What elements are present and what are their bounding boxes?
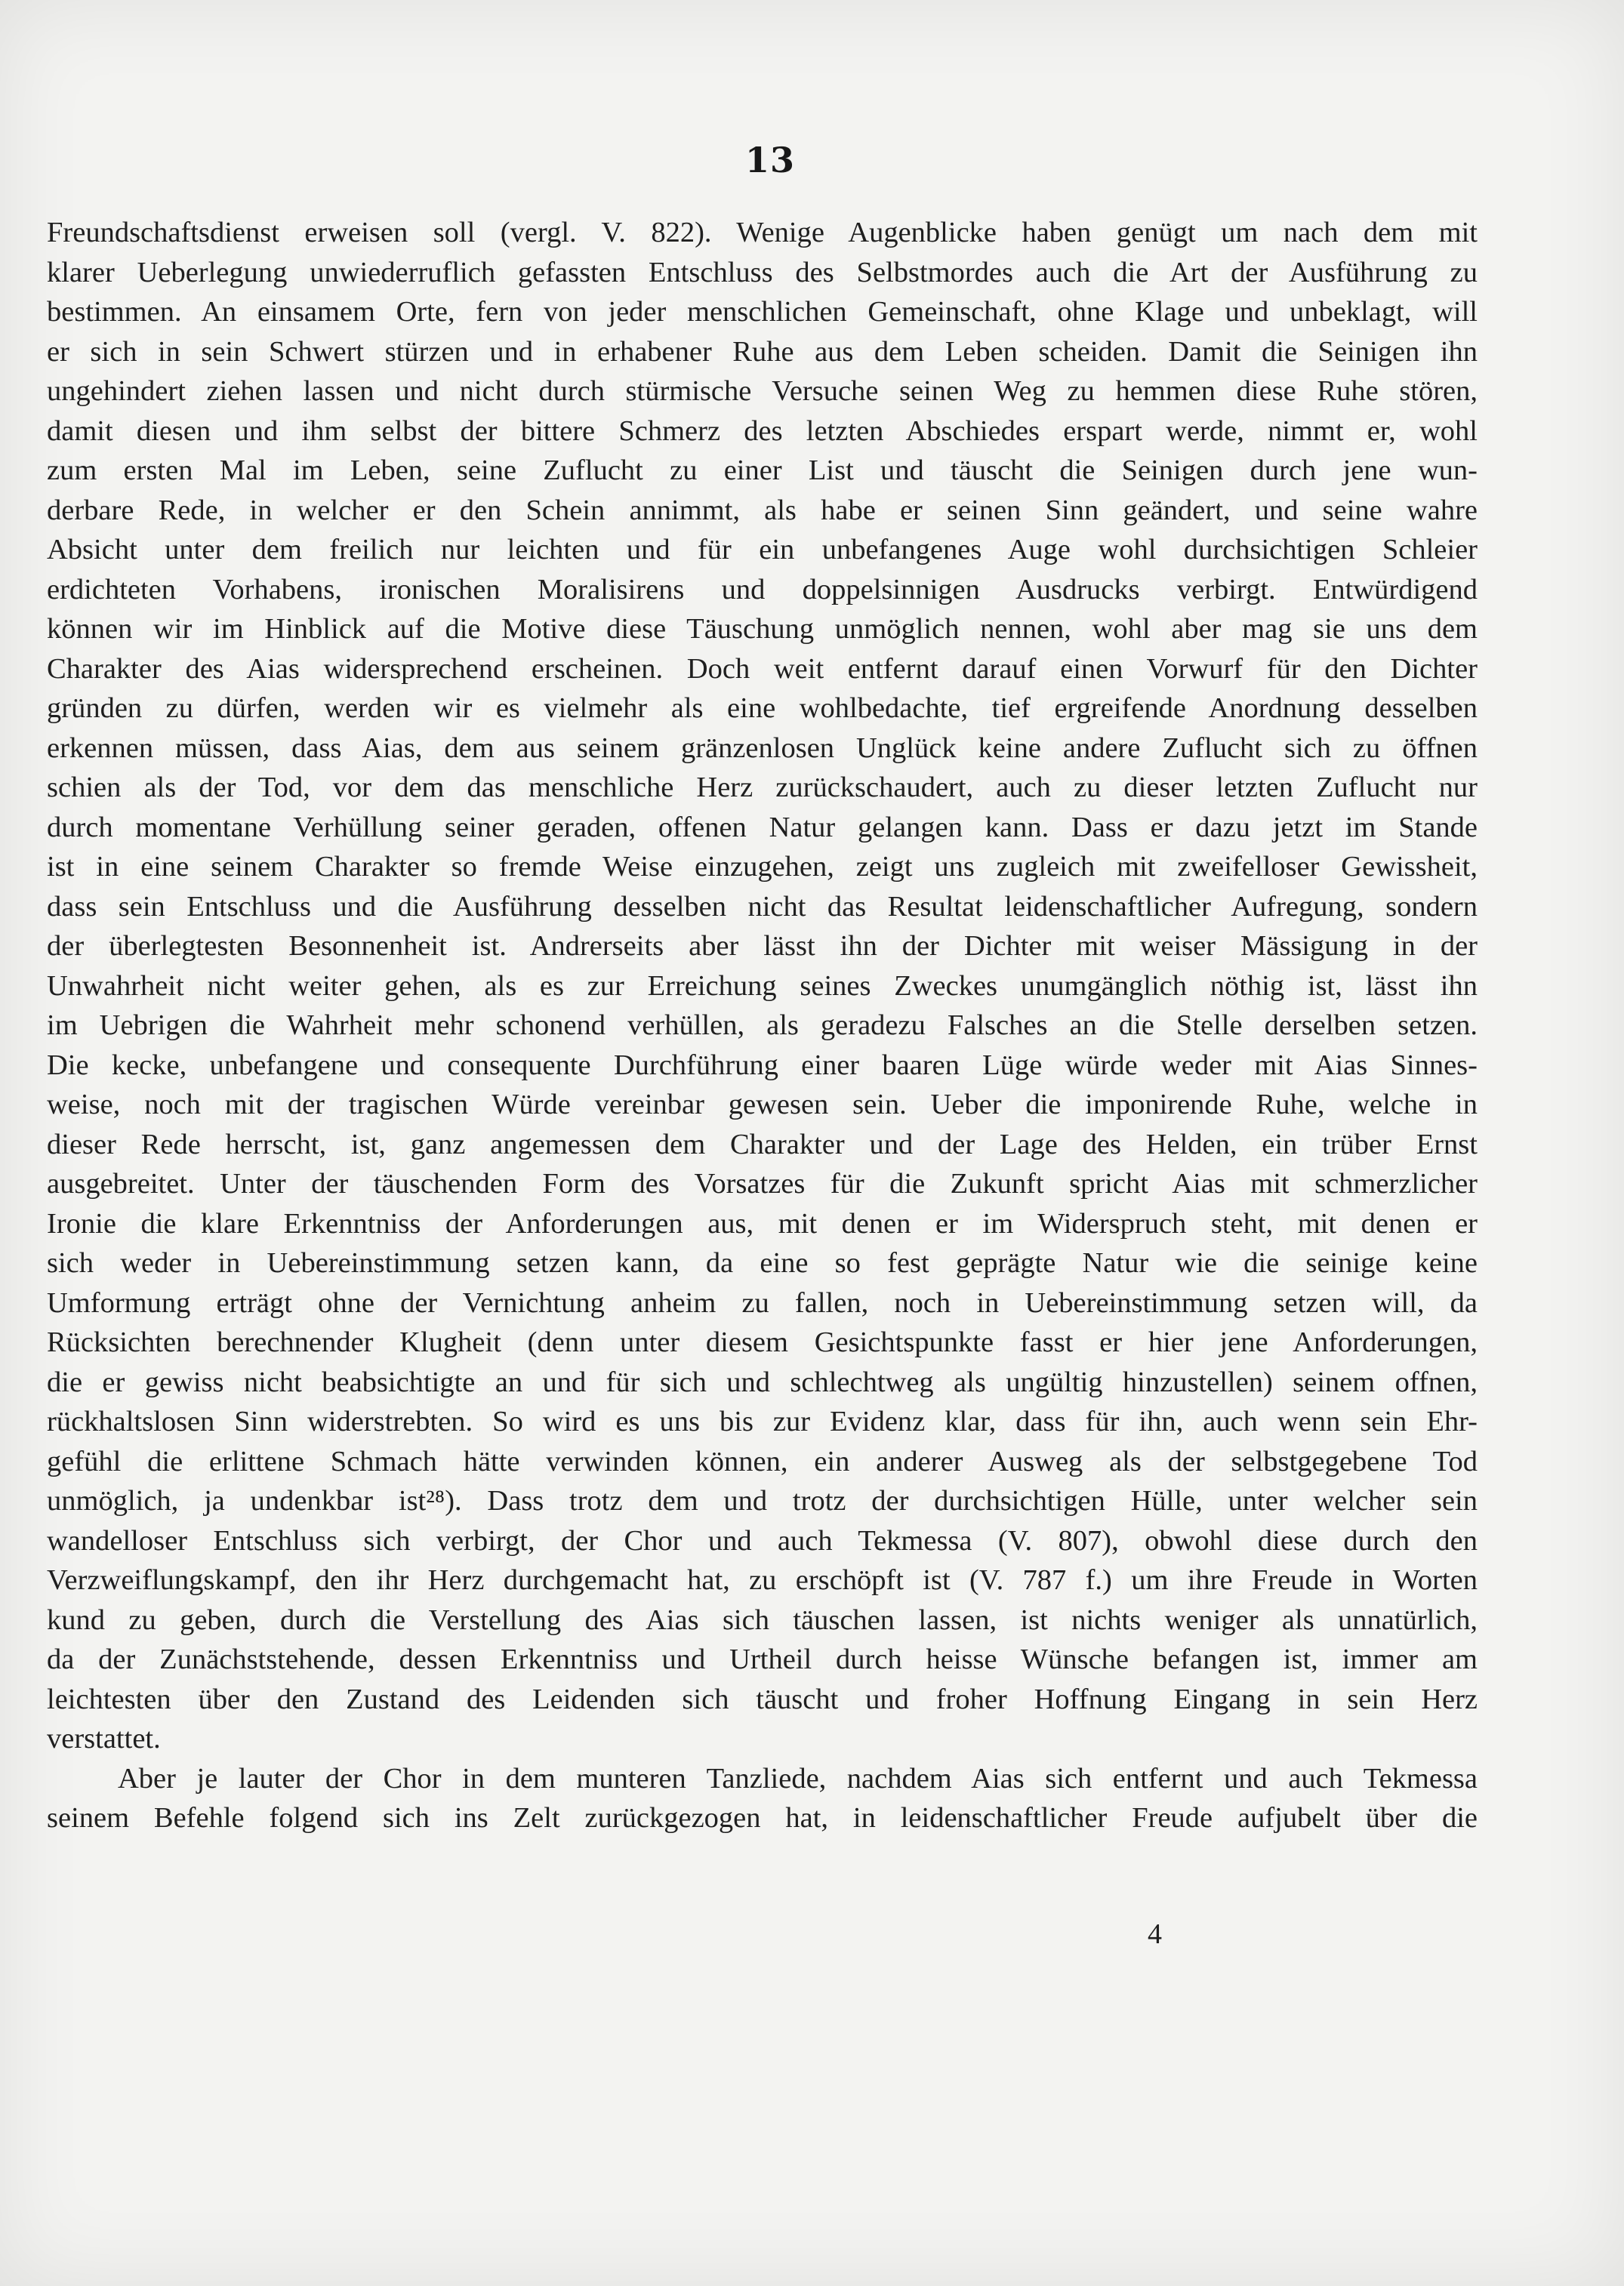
text-line: wandelloser Entschluss sich verbirgt, der Chor und auch Tekmessa (V. 807), obwohl diese durch den [47, 1524, 1478, 1557]
text-line: bestimmen. An einsamem Orte, fern von jeder menschlichen Gemeinschaft, ohne Klage und unbeklagt, will [47, 296, 1478, 328]
text-line: gründen zu dürfen, werden wir es vielmehr als eine wohlbedachte, tief ergreifende Anordnung desselben [47, 692, 1478, 724]
text-line: Aber je lauter der Chor in dem munteren Tanzliede, nachdem Aias sich entfernt und auch Tekmessa [118, 1762, 1478, 1795]
text-line: erdichteten Vorhabens, ironischen Moralisirens und doppelsinnigen Ausdrucks verbirgt. Entwürdigend [47, 573, 1478, 605]
signature-mark: 4 [1148, 1918, 1162, 1950]
paragraph-1 [47, 213, 1478, 1759]
text-line: seinem Befehle folgend sich ins Zelt zurückgezogen hat, in leidenschaftlicher Freude aufjubelt über die [47, 1802, 1478, 1834]
text-line: Absicht unter dem freilich nur leichten und für ein unbefangenes Auge wohl durchsichtigen Schleier [47, 534, 1478, 565]
text-line: Verzweiflungskampf, den ihr Herz durchgemacht hat, zu erschöpft ist (V. 787 f.) um ihre Freude in Worten [47, 1564, 1478, 1596]
text-line: Unwahrheit nicht weiter gehen, als es zur Erreichung seines Zweckes unumgänglich nöthig ist, lässt ihn [47, 969, 1478, 1002]
text-line: kund zu geben, durch die Verstellung des Aias sich täuschen lassen, ist nichts weniger als unnatürlich, [47, 1604, 1478, 1636]
text-line: unmöglich, ja undenkbar ist²⁸). Dass trotz dem und trotz der durchsichtigen Hülle, unter welcher sein [47, 1485, 1478, 1517]
text-line: da der Zunächststehende, dessen Erkenntniss und Urtheil durch heisse Wünsche befangen ist, immer am [47, 1644, 1478, 1675]
text-line: Rücksichten berechnender Klugheit (denn unter diesem Gesichtspunkte fasst er hier jene Anforderungen, [47, 1326, 1478, 1358]
text-line: damit diesen und ihm selbst der bittere Schmerz des letzten Abschiedes erspart werde, nimmt er, wohl [47, 414, 1478, 447]
text-line: weise, noch mit der tragischen Würde vereinbar gewesen sein. Ueber die imponirende Ruhe, welche in [47, 1089, 1478, 1120]
text-line: derbare Rede, in welcher er den Schein annimmt, als habe er seinen Sinn geändert, und seine wahre [47, 494, 1478, 526]
text-line: klarer Ueberlegung unwiederruflich gefassten Entschluss des Selbstmordes auch die Art der Ausführung zu [47, 256, 1478, 288]
text-line: Freundschaftsdienst erweisen soll (vergl. V. 822). Wenige Augenblicke haben genügt um nach dem mit [47, 217, 1478, 248]
body-text [47, 213, 1478, 1838]
text-line: ungehindert ziehen lassen und nicht durch stürmische Versuche seinen Weg zu hemmen diese Ruhe stören, [47, 375, 1478, 407]
text-line: ist in eine seinem Charakter so fremde Weise einzugehen, zeigt uns zugleich mit zweifelloser Gewissheit, [47, 851, 1478, 883]
text-line: gefühl die erlittene Schmach hätte verwinden können, ein anderer Ausweg als der selbstgegebene Tod [47, 1445, 1478, 1477]
text-line: zum ersten Mal im Leben, seine Zuflucht zu einer List und täuscht die Seinigen durch jene wun- [47, 454, 1478, 486]
text-line: können wir im Hinblick auf die Motive diese Täuschung unmöglich nennen, wohl aber mag sie uns dem [47, 613, 1478, 645]
text-line: er sich in sein Schwert stürzen und in erhabener Ruhe aus dem Leben scheiden. Damit die Seinigen ihn [47, 335, 1478, 368]
text-line: Die kecke, unbefangene und consequente Durchführung einer baaren Lüge würde weder mit Aias Sinnes- [47, 1049, 1478, 1081]
text-line: dieser Rede herrscht, ist, ganz angemessen dem Charakter und der Lage des Helden, ein trüber Ernst [47, 1128, 1478, 1160]
text-line: erkennen müssen, dass Aias, dem aus seinem gränzenlosen Unglück keine andere Zuflucht sich zu öffnen [47, 732, 1478, 764]
text-line: Charakter des Aias widersprechend erscheinen. Doch weit entfernt darauf einen Vorwurf für den Dichter [47, 652, 1478, 685]
paragraph-2 [47, 1759, 1478, 1838]
text-line: Ironie die klare Erkenntniss der Anforderungen aus, mit denen er im Widerspruch steht, mit denen er [47, 1207, 1478, 1240]
text-line: die er gewiss nicht beabsichtigte an und für sich und schlechtweg als ungültig hinzustellen) seinem offnen, [47, 1366, 1478, 1398]
text-line: dass sein Entschluss und die Ausführung desselben nicht das Resultat leidenschaftlicher Aufregung, sondern [47, 890, 1478, 923]
text-line: sich weder in Uebereinstimmung setzen kann, da eine so fest geprägte Natur wie die seinige keine [47, 1247, 1478, 1279]
text-line: der überlegtesten Besonnenheit ist. Andrerseits aber lässt ihn der Dichter mit weiser Mässigung in der [47, 930, 1478, 962]
text-line: im Uebrigen die Wahrheit mehr schonend verhüllen, als geradezu Falsches an die Stelle derselben setzen. [47, 1009, 1478, 1041]
page-number: 13 [744, 140, 795, 180]
text-line: rückhaltslosen Sinn widerstrebten. So wird es uns bis zur Evidenz klar, dass für ihn, auch wenn sein Ehr- [47, 1406, 1478, 1437]
text-line: ausgebreitet. Unter der täuschenden Form des Vorsatzes für die Zukunft spricht Aias mit schmerzlicher [47, 1168, 1478, 1200]
text-line: durch momentane Verhüllung seiner geraden, offenen Natur gelangen kann. Dass er dazu jetzt im Stande [47, 811, 1478, 843]
text-line: schien als der Tod, vor dem das menschliche Herz zurückschaudert, auch zu dieser letzten Zuflucht nur [47, 772, 1478, 803]
text-line: Umformung erträgt ohne der Vernichtung anheim zu fallen, noch in Uebereinstimmung setzen will, da [47, 1286, 1478, 1319]
text-line: leichtesten über den Zustand des Leidenden sich täuscht und froher Hoffnung Eingang in sein Herz [47, 1683, 1478, 1715]
text-line: verstattet. [47, 1723, 161, 1755]
